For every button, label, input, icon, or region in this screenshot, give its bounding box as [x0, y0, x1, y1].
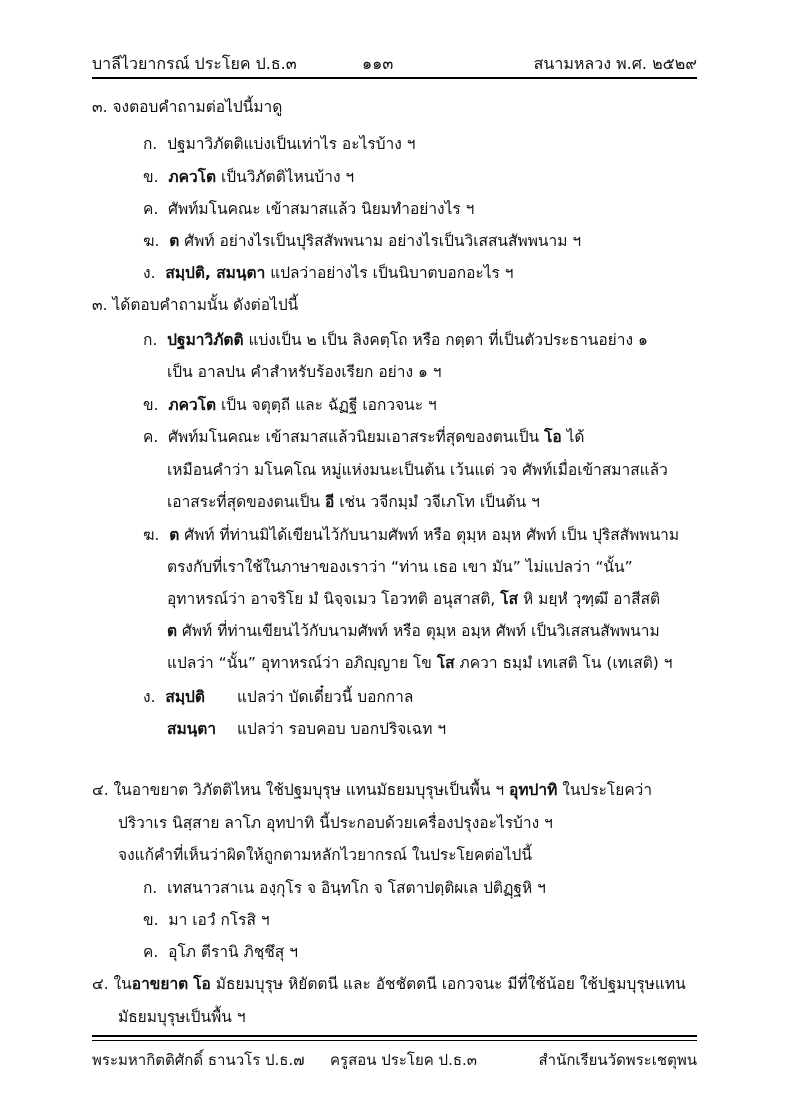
item-text: เป็น จตุตฺถี และ ฉัฏฐี เอกวจนะ ฯ — [216, 396, 437, 414]
page-number: ๑๑๓ — [362, 54, 394, 73]
item-marker: ง. — [143, 688, 156, 706]
a3-item-c-line2: เหมือนคำว่า มโนคโณ หมู่แห่งมนะเป็นต้น เว้นแต่ วจ ศัพท์เมื่อเข้าสมาสแล้ว — [167, 461, 668, 479]
a3-item-d-line3 — [167, 586, 660, 611]
item-marker: ก. — [143, 331, 158, 349]
question-4-line2: ปริวาเร นิสฺสาย ลาโภ อุทปาทิ นี้ประกอบด้วยเครื่องปรุงอะไรบ้าง ฯ — [118, 814, 553, 832]
item-text: ศัพท์ อย่างไรเป็นปุริสสัพพนาม อย่างไรเป็นวิเสสนสัพพนาม ฯ — [179, 232, 582, 250]
question-text: ในประโยคว่า — [557, 781, 653, 799]
item-text: เช่น วจีกมฺมํ วจีเภโท เป็นต้น ฯ — [334, 493, 540, 511]
a3-item-c-line3 — [167, 489, 540, 514]
q3-item-a — [143, 131, 415, 156]
footer-rule-bottom — [92, 1040, 697, 1041]
item-text: เทสนาวสาเน องฺกุโร จ อินฺทโก จ โสตาปตฺติผเล ปติฏฺฐหิ ฯ — [167, 879, 546, 897]
item-marker: ฆ. — [143, 232, 160, 250]
item-term: ภควโต — [168, 168, 217, 186]
item-text: เป็นวิภัตติไหนบ้าง ฯ — [216, 168, 355, 186]
item-text: ศัพท์มโนคณะ เข้าสมาสแล้ว นิยมทำอย่างไร ฯ — [168, 200, 475, 218]
question-4 — [92, 777, 652, 802]
a3-item-a-cont: เป็น อาลปน คำสำหรับร้องเรียก อย่าง ๑ ฯ — [167, 363, 442, 381]
item-term: โส — [436, 654, 455, 672]
answer-number: ๔. — [92, 975, 109, 993]
a3-item-d — [143, 522, 679, 547]
item-marker: ข. — [143, 168, 159, 186]
item-text: อุทาหรณ์ว่า อาจริโย มํ นิจฺจเมว โอวทติ อนุสาสติ, — [167, 590, 501, 608]
item-marker: ค. — [143, 200, 159, 218]
a3-item-d-line2: ตรงกับที่เราใช้ในภาษาของเราว่า “ท่าน เธอ เขา มัน” ไม่แปลว่า “นั้น” — [167, 558, 633, 576]
item-text: แบ่งเป็น ๒ เป็น ลิงคตฺโถ หรือ กตฺตา ที่เป็นตัวประธานอย่าง ๑ — [243, 331, 648, 349]
answer-text: ใน — [113, 975, 132, 993]
answer-title: ได้ตอบคำถามนั้น ดังต่อไปนี้ — [112, 296, 299, 314]
item-term: ภควโต — [168, 396, 217, 414]
item-text: แปลว่าอย่างไร เป็นนิบาตบอกอะไร ฯ — [265, 264, 514, 282]
item-marker: ก. — [143, 135, 158, 153]
footer-teacher: ครูสอน ประโยค ป.ธ.๓ — [330, 1051, 478, 1069]
item-text: เอาสระที่สุดของตนเป็น — [167, 493, 325, 511]
item-text: แปลว่า “นั้น” อุทาหรณ์ว่า อภิญฺญาย โข — [167, 654, 437, 672]
footer-author: พระมหากิตติศักดิ์ ธานวโร ป.ธ.๗ — [92, 1051, 305, 1069]
item-term: โส — [500, 590, 519, 608]
item-term: ปฐมาวิภัตติ — [167, 331, 244, 349]
item-text: มา เอวํ กโรสิ ฯ — [168, 911, 270, 929]
a3-item-e-text2: แปลว่า รอบคอบ บอกปริจเฉท ฯ — [237, 720, 447, 738]
item-text: อุโภ ตีรานิ ภิชฺชึสุ ฯ — [168, 943, 298, 961]
item-term: โอ — [544, 428, 562, 446]
answer-4 — [92, 971, 686, 996]
item-text: หิ มยฺหํ วุฑฺฒึ อาสีสติ — [518, 590, 661, 608]
header-exam: สนามหลวง พ.ศ. ๒๕๒๙ — [533, 54, 697, 73]
header-rule — [92, 77, 697, 79]
item-marker: ค. — [143, 428, 159, 446]
a3-item-c — [143, 424, 585, 449]
item-marker: ก. — [143, 879, 158, 897]
answer-term: อาขยาต — [131, 975, 189, 993]
header-title: บาลีไวยากรณ์ ประโยค ป.ธ.๓ — [92, 54, 297, 73]
question-term: อุทปาทิ — [509, 781, 558, 799]
item-marker: ฆ. — [143, 526, 160, 544]
item-text: ภควา ธมฺมํ เทเสติ โน (เทเสติ) ฯ — [454, 654, 673, 672]
question-title: จงตอบคำถามต่อไปนี้มาดู — [112, 98, 283, 116]
item-marker: ข. — [143, 396, 159, 414]
question-text: ในอาขยาต วิภัตติไหน ใช้ปฐมบุรุษ แทนมัธยมบุรุษเป็นพื้น ฯ — [113, 781, 510, 799]
q4-item-b — [143, 907, 270, 932]
item-term: ต — [167, 622, 178, 640]
item-marker: ข. — [143, 911, 159, 929]
item-text: ศัพท์ ที่ท่านเขียนไว้กับนามศัพท์ หรือ ตุมฺห อมฺห ศัพท์ เป็นวิเสสนสัพพนาม — [177, 622, 660, 640]
footer-school: สำนักเรียนวัดพระเชตุพน — [538, 1051, 697, 1069]
item-term: สมฺปติ — [165, 688, 205, 706]
item-text: ได้ — [561, 428, 585, 446]
item-term: อี — [324, 493, 335, 511]
q4-item-a — [143, 875, 546, 900]
a3-item-e — [143, 684, 205, 709]
item-marker: ง. — [143, 264, 156, 282]
q4-item-c — [143, 939, 298, 964]
question-3 — [92, 94, 282, 119]
a3-item-b — [143, 392, 437, 417]
question-number: ๓. — [92, 98, 108, 116]
item-text: ศัพท์ ที่ท่านมิได้เขียนไว้กับนามศัพท์ หรือ ตุมฺห อมฺห ศัพท์ เป็น ปุริสสัพพนาม — [179, 526, 680, 544]
q3-item-e — [143, 260, 514, 285]
item-text: ศัพท์มโนคณะ เข้าสมาสแล้วนิยมเอาสระที่สุดของตนเป็น — [168, 428, 545, 446]
answer-text: มัธยมบุรุษ หิยัตตนี และ อัชชัตตนี เอกวจนะ มีที่ใช้น้อย ใช้ปฐมบุรุษแทน — [210, 975, 686, 993]
item-term: ต — [169, 232, 180, 250]
a3-item-e-text1: แปลว่า บัดเดี๋ยวนี้ บอกกาล — [237, 688, 414, 706]
q3-item-d — [143, 228, 581, 253]
item-marker: ค. — [143, 943, 159, 961]
q3-item-c — [143, 196, 474, 221]
question-4-line3: จงแก้คำที่เห็นว่าผิดให้ถูกตามหลักไวยากรณ์ ในประโยคต่อไปนี้ — [118, 846, 532, 864]
item-term: สมนฺตา — [167, 720, 217, 738]
a3-item-e-term2 — [167, 716, 216, 741]
a3-item-d-line5 — [167, 650, 672, 675]
answer-4-line2: มัธยมบุรุษเป็นพื้น ฯ — [118, 1008, 246, 1026]
question-number: ๔. — [92, 781, 109, 799]
item-text: ปฐมาวิภัตติแบ่งเป็นเท่าไร อะไรบ้าง ฯ — [167, 135, 416, 153]
q3-item-b — [143, 164, 354, 189]
a3-item-a — [143, 327, 648, 352]
answer-term: โอ — [193, 975, 211, 993]
item-term: ต — [169, 526, 180, 544]
item-term: สมฺปติ, สมนฺตา — [165, 264, 266, 282]
answer-3 — [92, 292, 298, 317]
answer-number: ๓. — [92, 296, 108, 314]
footer-rule-top — [92, 1035, 697, 1037]
a3-item-d-line4 — [167, 618, 660, 643]
